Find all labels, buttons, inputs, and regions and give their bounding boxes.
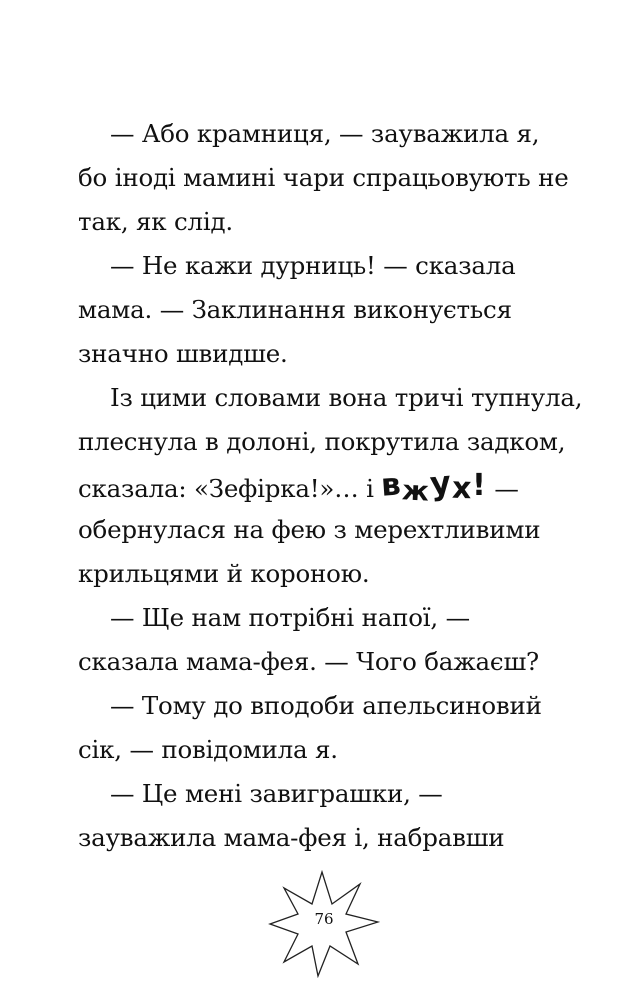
page-number-ornament	[268, 870, 380, 978]
line-start: сказала: «Зефірка!»… і	[78, 474, 382, 503]
text-line: обернулася на фею з мерехтливими	[78, 515, 541, 544]
text-line: — Тому до вподоби апельсиновий	[110, 691, 542, 720]
effect-letter: !	[472, 468, 487, 503]
text-line: плеснула в долоні, покрутила задком,	[78, 427, 566, 456]
effect-letter: ж	[401, 475, 431, 508]
text-line: — Ще нам потрібні напої, —	[110, 603, 470, 632]
sound-effect-whoosh	[380, 463, 487, 508]
text-line: мама. — Заклинання виконується	[78, 295, 512, 324]
text-line: так, як слід.	[78, 207, 233, 236]
text-line: зауважила мама-фея і, набравши	[78, 823, 505, 852]
text-line: бо іноді мамині чари спрацьовують не	[78, 163, 569, 192]
effect-letter: у	[428, 463, 454, 503]
text-line: крильцями й короною.	[78, 559, 370, 588]
text-line: сказала мама-фея. — Чого бажаєш?	[78, 647, 539, 676]
text-line: значно швидше.	[78, 339, 288, 368]
line-end: —	[486, 474, 519, 503]
body-text	[78, 112, 583, 860]
text-line-with-sound-effect	[78, 464, 578, 508]
text-line: — Або крамниця, — зауважила я,	[110, 119, 540, 148]
text-line: — Це мені завиграшки, —	[110, 779, 443, 808]
text-line: сік, — повідомила я.	[78, 735, 338, 764]
text-line: — Не кажи дурниць! — сказала	[110, 251, 516, 280]
text-line: Із цими словами вона тричі тупнула,	[110, 383, 583, 412]
page-number: 76	[314, 910, 334, 928]
effect-letter: в	[380, 466, 404, 504]
effect-letter: х	[451, 470, 473, 507]
